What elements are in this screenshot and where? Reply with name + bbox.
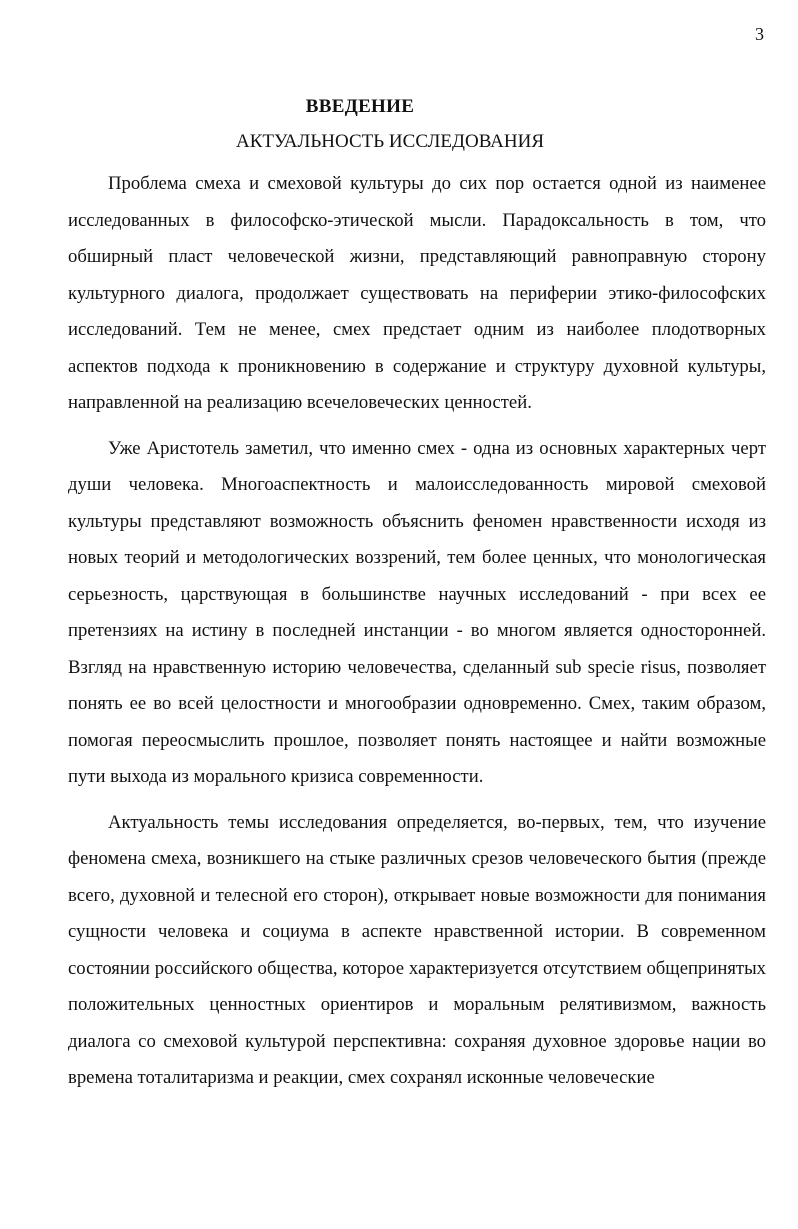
paragraph-3: Актуальность темы исследования определяется, во-первых, тем, что изучение феномена смеха, возникшего на стыке различных срезов человеческого бытия (прежде всего, духовной и телесной его сторон), открывает новые возможности для понимания сущности человека и социума в аспекте нравственной истории. В современном состоянии российского общества, которое характеризуется отсутствием общепринятых положительных ценностных ориентиров и моральным релятивизмом, важность диалога со смеховой культурой перспективна: сохраняя духовное здоровье нации во времена тоталитаризма и реакции, смех сохранял исконные человеческие bbox=[68, 811, 766, 1088]
paragraph-1: Проблема смеха и смеховой культуры до сих пор остается одной из наименее исследованных в философско-этической мысли. Парадоксальность в том, что обширный пласт человеческой жизни, представляющий равноправную сторону культурного диалога, продолжает существовать на периферии этико-философских исследований. Тем не менее, смех предстает одним из наиболее плодотворных аспектов подхода к проникновению в содержание и структуру духовной культуры, направленной на реализацию всечеловеческих ценностей. bbox=[68, 173, 766, 413]
paragraph-2: Уже Аристотель заметил, что именно смех - одна из основных характерных черт души человека. Многоаспектность и малоисследованность мировой смеховой культуры представляют возможность объяснить феномен нравственности исходя из новых теорий и методологических воззрений, тем более ценных, что монологическая серьезность, царствующая в большинстве научных исследований - при всех ее претензиях на истину в последней инстанции - во многом является односторонней. Взгляд на нравственную историю человечества, сделанный sub specie risus, позволяет понять ее во всей целостности и многообразии одновременно. Смех, таким образом, помогая переосмыслить прошлое, позволяет понять настоящее и найти возможные пути выхода из морального кризиса современности. bbox=[68, 437, 766, 787]
section-heading: ВВЕДЕНИЕ bbox=[305, 96, 415, 117]
body-text bbox=[68, 166, 766, 1106]
page-number: 3 bbox=[755, 24, 764, 44]
section-subheading: АКТУАЛЬНОСТЬ ИССЛЕДОВАНИЯ bbox=[235, 131, 545, 152]
